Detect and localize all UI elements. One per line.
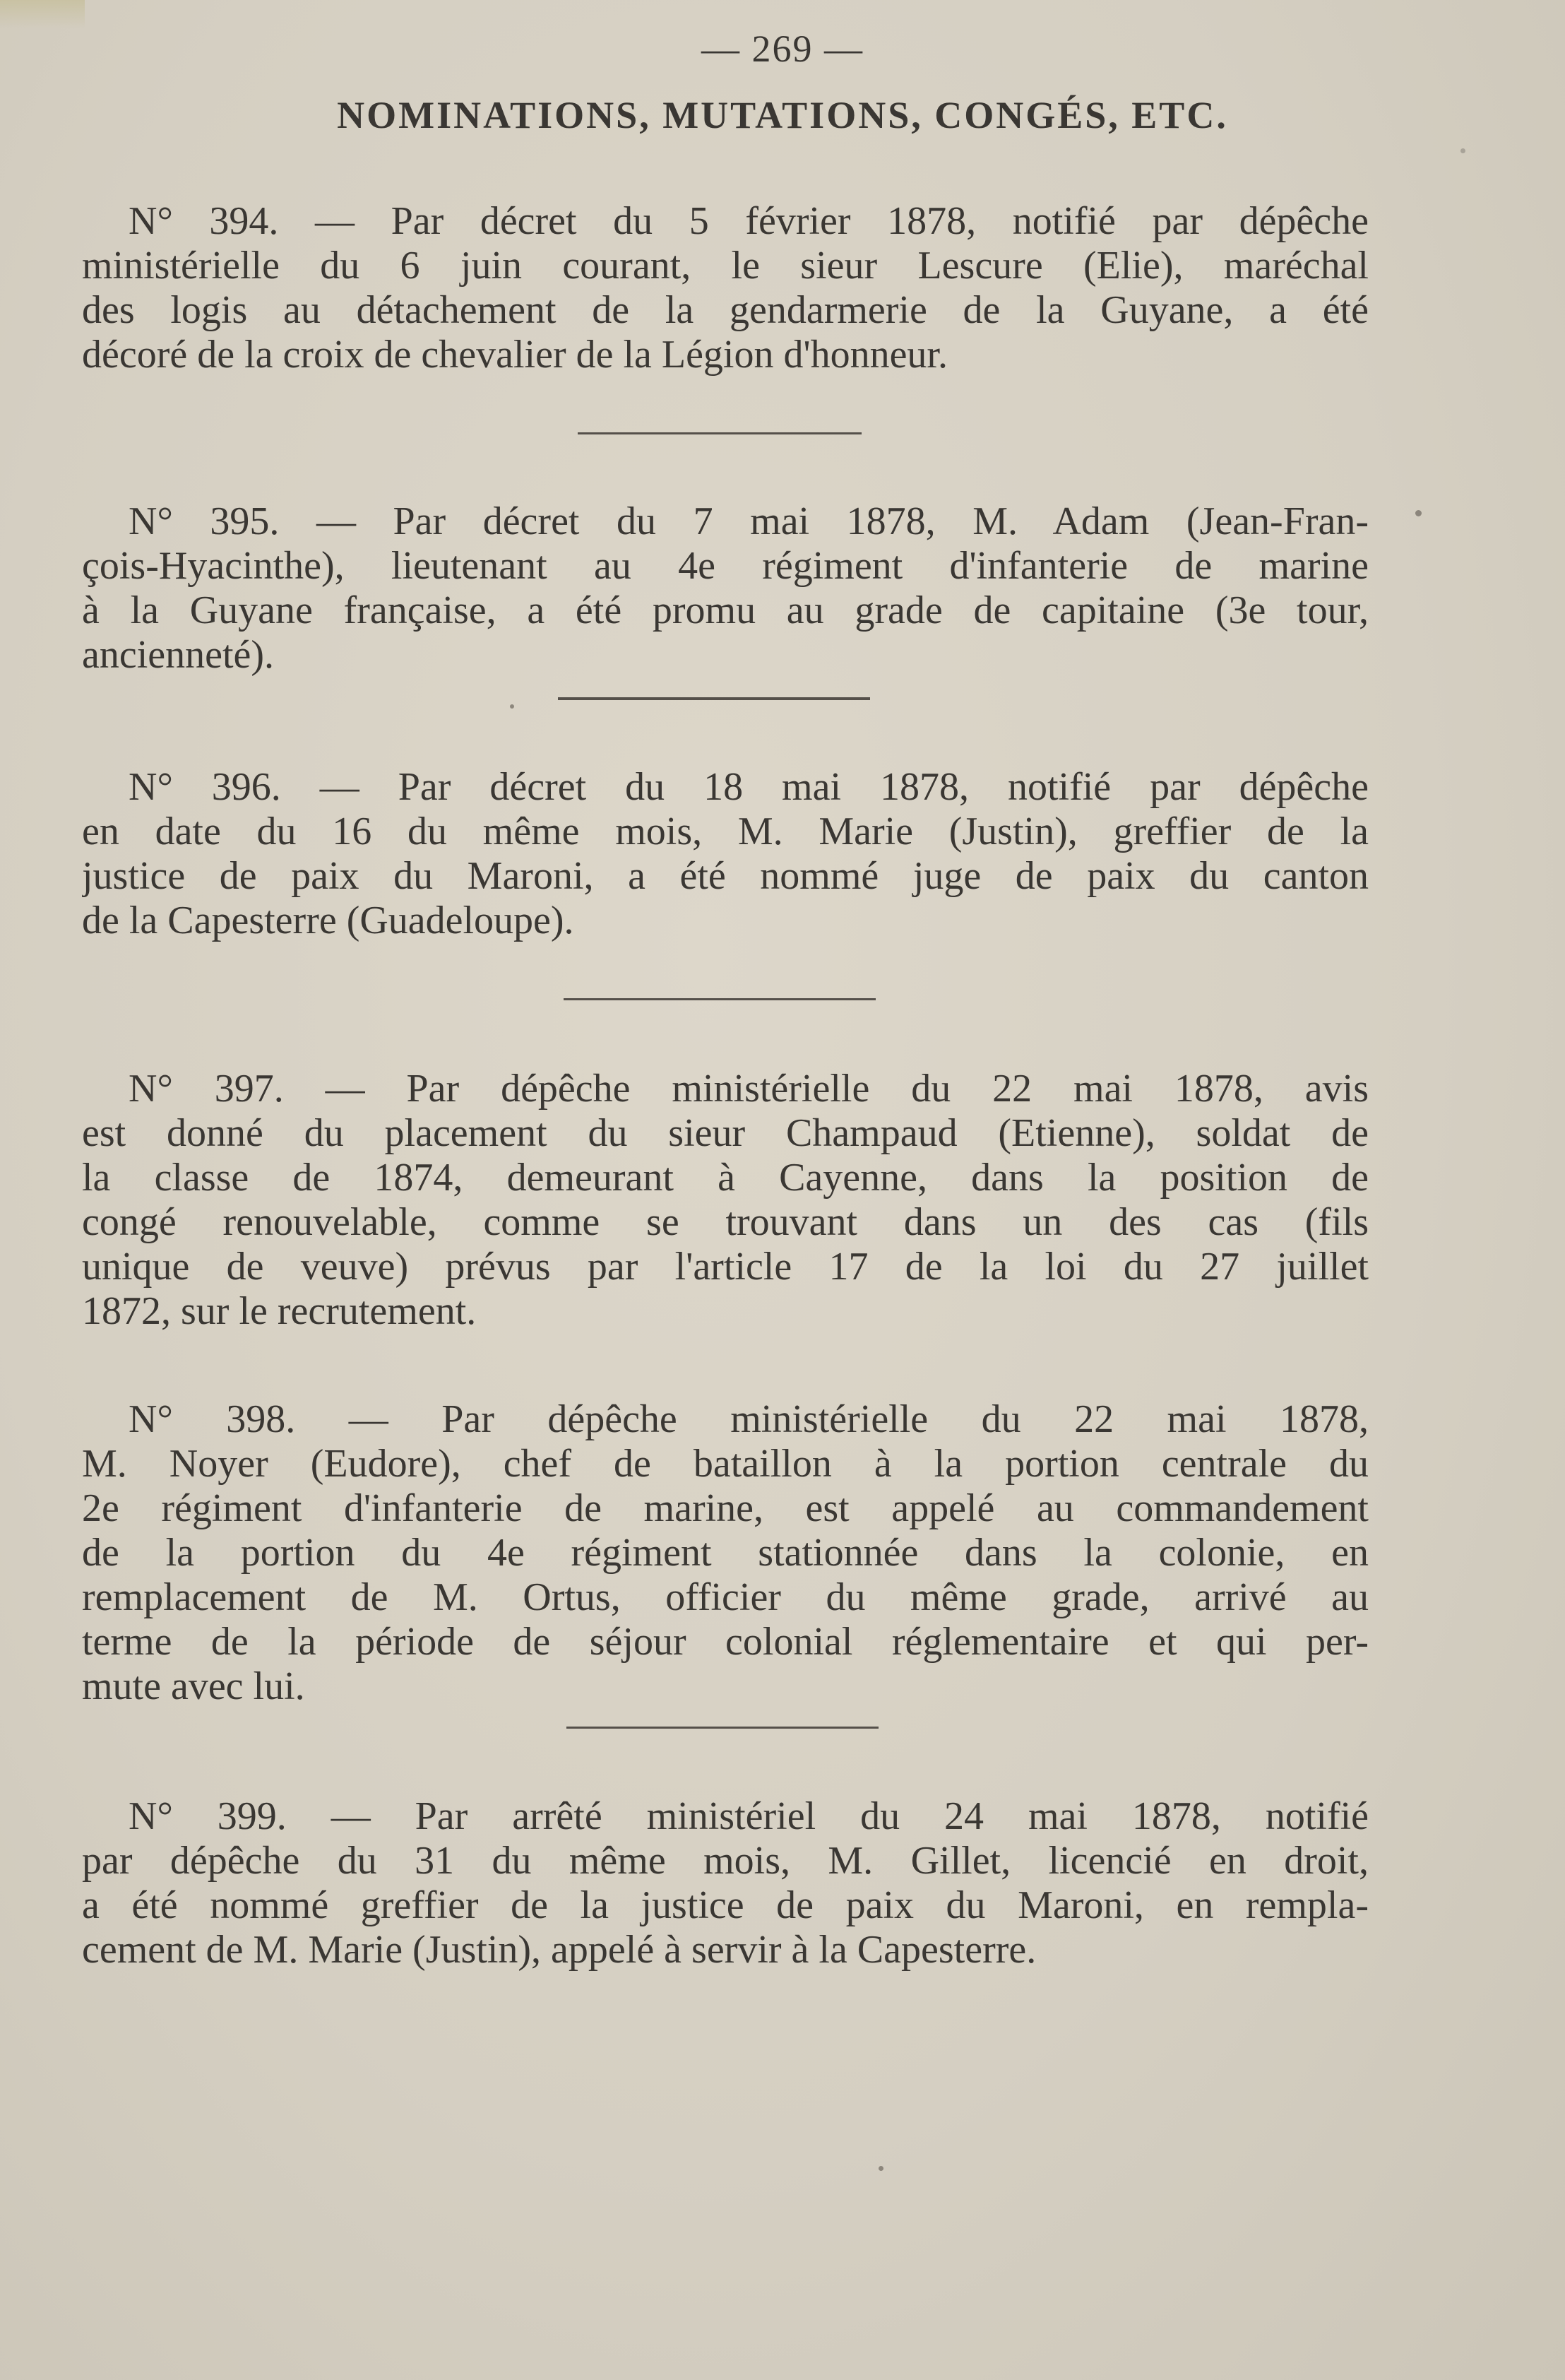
paper-stain <box>0 0 85 28</box>
entry-line: ministérielle du 6 juin courant, le sieur Lescure (Elie), maréchal <box>82 244 1369 288</box>
entry-396 <box>82 765 1369 943</box>
entry-399 <box>82 1794 1369 1972</box>
entry-line: par dépêche du 31 du même mois, M. Gillet, licencié en droit, <box>82 1839 1369 1883</box>
separator-rule <box>558 697 870 700</box>
entry-line: des logis au détachement de la gendarmerie de la Guyane, a été <box>82 288 1369 332</box>
entry-line: en date du 16 du même mois, M. Marie (Justin), greffier de la <box>82 810 1369 853</box>
entry-line: congé renouvelable, comme se trouvant dans un des cas (fils <box>82 1200 1369 1244</box>
separator-rule <box>566 1727 879 1729</box>
entry-line: est donné du placement du sieur Champaud (Etienne), soldat de <box>82 1111 1369 1155</box>
entry-line: de la portion du 4e régiment stationnée dans la colonie, en <box>82 1531 1369 1575</box>
entry-line: ancienneté). <box>82 633 275 677</box>
entry-line: justice de paix du Maroni, a été nommé juge de paix du canton <box>82 854 1369 898</box>
separator-rule <box>564 998 876 1000</box>
entry-line: à la Guyane française, a été promu au grade de capitaine (3e tour, <box>82 588 1369 632</box>
entry-line: N° 394. — Par décret du 5 février 1878, notifié par dépêche <box>129 199 1369 243</box>
entry-line: N° 397. — Par dépêche ministérielle du 22 mai 1878, avis <box>129 1067 1369 1111</box>
entry-line: a été nommé greffier de la justice de paix du Maroni, en rempla- <box>82 1883 1369 1927</box>
entry-line: M. Noyer (Eudore), chef de bataillon à la portion centrale du <box>82 1442 1369 1486</box>
entry-line: de la Capesterre (Guadeloupe). <box>82 899 574 942</box>
entry-line: la classe de 1874, demeurant à Cayenne, dans la position de <box>82 1156 1369 1200</box>
entry-line: 2e régiment d'infanterie de marine, est appelé au commandement <box>82 1486 1369 1530</box>
entry-line: décoré de la croix de chevalier de la Légion d'honneur. <box>82 333 948 377</box>
entry-line: N° 398. — Par dépêche ministérielle du 22 mai 1878, <box>129 1397 1369 1441</box>
paper-speck <box>1460 148 1465 153</box>
entry-line: çois-Hyacinthe), lieutenant au 4e régiment d'infanterie de marine <box>82 544 1369 588</box>
entry-line: remplacement de M. Ortus, officier du même grade, arrivé au <box>82 1575 1369 1619</box>
section-title: NOMINATIONS, MUTATIONS, CONGÉS, ETC. <box>337 94 1228 136</box>
entry-397 <box>82 1067 1369 1334</box>
entry-line: terme de la période de séjour colonial réglementaire et qui per- <box>82 1620 1369 1664</box>
page-number: — 269 — <box>701 28 864 70</box>
entry-395 <box>82 499 1369 677</box>
entry-line: cement de M. Marie (Justin), appelé à servir à la Capesterre. <box>82 1928 1037 1972</box>
entry-line: 1872, sur le recrutement. <box>82 1289 477 1333</box>
entry-398 <box>82 1397 1369 1709</box>
entry-line: N° 399. — Par arrêté ministériel du 24 mai 1878, notifié <box>129 1794 1369 1838</box>
paper-speck <box>510 704 514 709</box>
entry-line: unique de veuve) prévus par l'article 17 de la loi du 27 juillet <box>82 1245 1369 1289</box>
separator-rule <box>578 432 862 434</box>
entry-line: N° 396. — Par décret du 18 mai 1878, notifié par dépêche <box>129 765 1369 809</box>
entry-line: mute avec lui. <box>82 1664 305 1708</box>
paper-speck <box>879 2166 883 2171</box>
entry-394 <box>82 199 1369 377</box>
entry-line: N° 395. — Par décret du 7 mai 1878, M. Adam (Jean-Fran- <box>129 499 1369 543</box>
paper-speck <box>1415 510 1422 516</box>
